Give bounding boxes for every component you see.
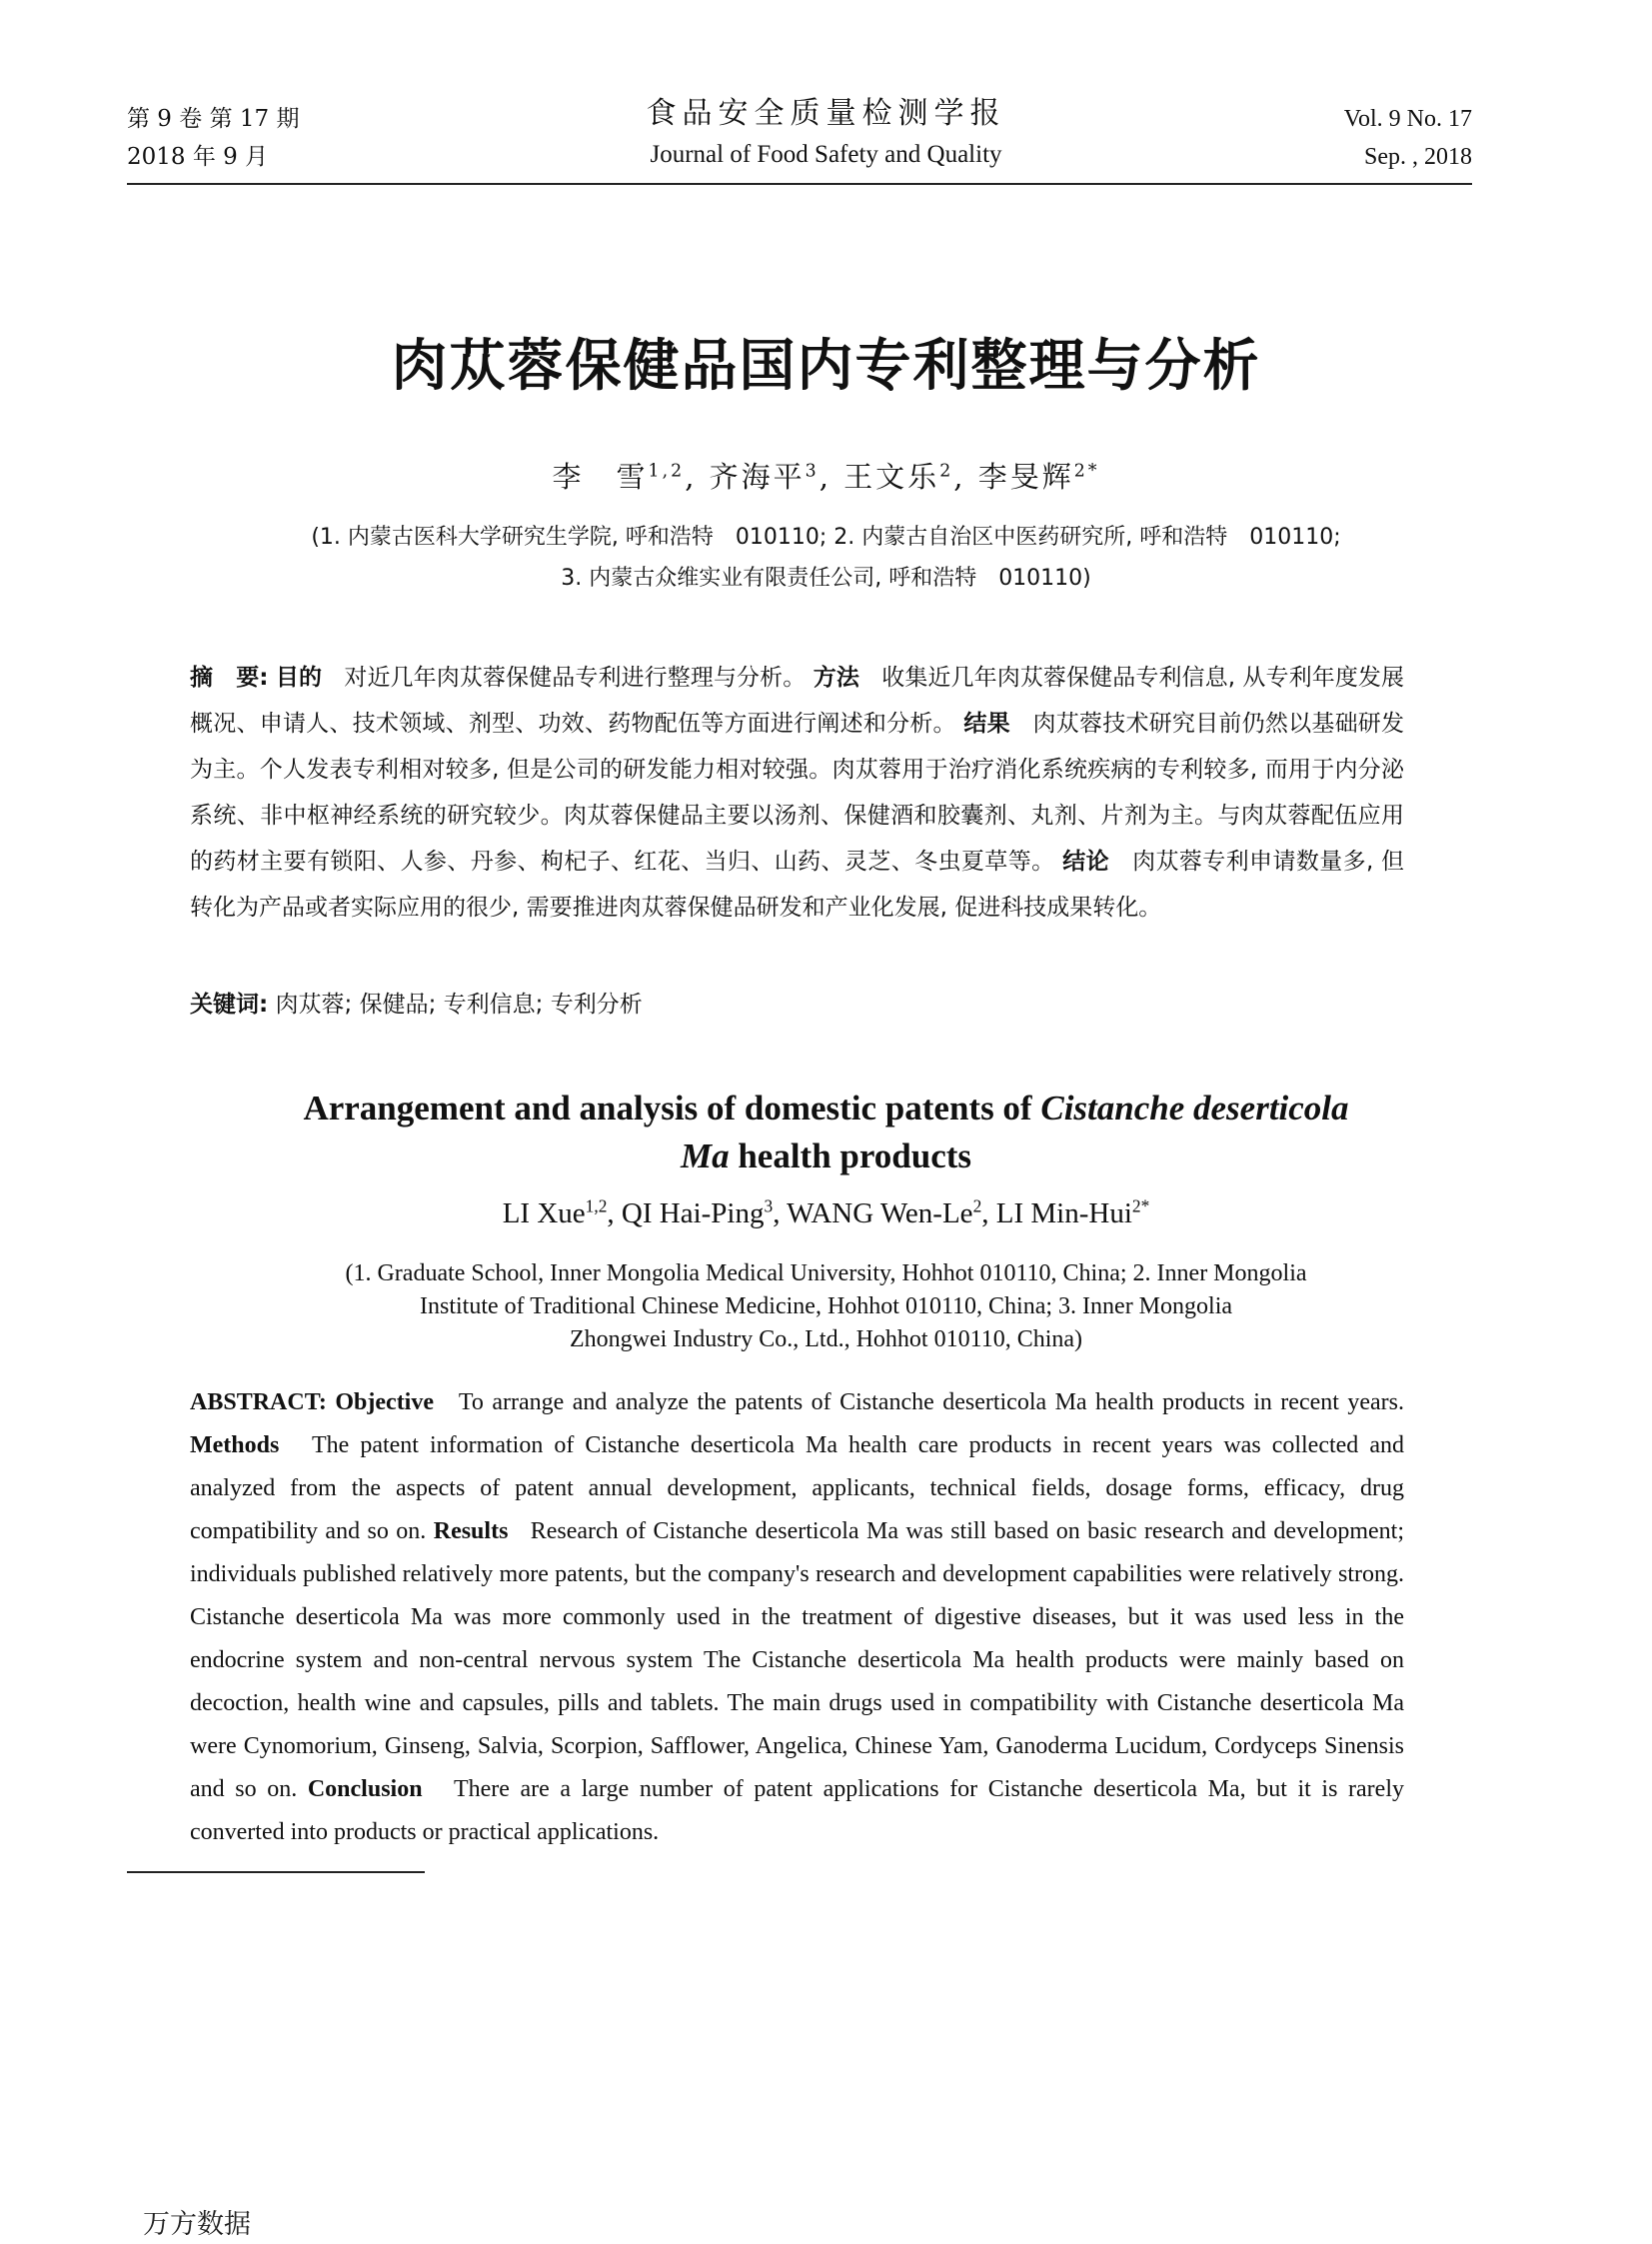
results-text: 肉苁蓉技术研究目前仍然以基础研发为主。个人发表专利相对较多, 但是公司的研发能力相对较强。肉苁蓉用于治疗消化系统疾病的专利较多, 而用于内分泌系统、非中枢神经系统的研究较少。肉苁蓉保健品主要以汤剂、保健酒和胶囊剂、丸剂、片剂为主。与肉苁蓉配伍应用的药材主要有锁阳、人参、丹参、枸杞子、红花、当归、山药、灵芝、冬虫夏草等。 [190, 711, 1405, 875]
conclusion-label: 结论 [1062, 849, 1109, 875]
author-cn: 王文乐$^2$ [843, 460, 954, 494]
methods-text-en: The patent information of Cistanche deserticola Ma health care products in recent years was collected and analyzed from the aspects of patent annual development, applicants, technical fields, dosage forms, efficacy, drug compatibility and so on. [190, 1432, 1404, 1544]
objective-label: 目的 [275, 665, 323, 691]
abstract-label-en: ABSTRACT: [190, 1389, 327, 1415]
keywords-cn [190, 985, 643, 1025]
authors-cn: 李 雪$^{1,2}$, 齐海平$^3$, 王文乐$^2$, 李旻辉$^{2*}$ [552, 460, 1100, 494]
paper-title-en: Arrangement and analysis of domestic patents of Cistanche deserticola Ma health products [303, 1089, 1349, 1175]
objective-text-en: To arrange and analyze the patents of Cistanche deserticola Ma health products in recent years. [458, 1389, 1404, 1415]
author-en: LI Xue$^{1,2}$ [502, 1195, 608, 1229]
conclusion-text-en: There are a large number of patent applications for Cistanche deserticola Ma, but it is rarely converted into products or practical applications. [190, 1776, 1404, 1845]
objective-label-en: Objective [335, 1389, 434, 1415]
abstract-cn [190, 655, 1404, 931]
footnote-divider [127, 1871, 425, 1873]
methods-label: 方法 [813, 665, 859, 691]
methods-text: 收集近几年肉苁蓉保健品专利信息, 从专利年度发展概况、申请人、技术领域、剂型、功效、药物配伍等方面进行阐述和分析。 [190, 665, 1405, 737]
date-cn: 2018 年 9 月 [127, 144, 269, 170]
results-text-en: Research of Cistanche deserticola Ma was still based on basic research and development; individuals published relatively more patents, but the company's research and development capabilities were relatively strong. Cistanche deserticola Ma was more commonly used in the treatment of digestive diseases, but it was used less in the endocrine system and non-central nervous system The Cistanche deserticola Ma health products were mainly based on decoction, health wine and capsules, pills and tablets. The main drugs used in compatibility with Cistanche deserticola Ma were Cynomorium, Ginseng, Salvia, Scorpion, Safflower, Angelica, Chinese Yam, Ganoderma Lucidum, Cordyceps Sinensis and so on. [190, 1518, 1404, 1802]
author-en: QI Hai-Ping$^3$ [621, 1195, 774, 1229]
author-cn: 李旻辉$^{2*}$ [977, 460, 1100, 494]
author-en: LI Min-Hui$^{2*}$ [995, 1195, 1150, 1229]
affiliation-line: 3. 内蒙古众维实业有限责任公司, 呼和浩特 010110) [561, 566, 1091, 591]
affiliation-line: Institute of Traditional Chinese Medicine, Hohhot 010110, China; 3. Inner Mongolia [419, 1293, 1233, 1319]
watermark-text: 万方数据 [143, 2209, 251, 2240]
affiliation-line: (1. 内蒙古医科大学研究生学院, 呼和浩特 010110; 2. 内蒙古自治区中医药研究所, 呼和浩特 010110; [311, 525, 1341, 550]
conclusion-text: 肉苁蓉专利申请数量多, 但转化为产品或者实际应用的很少, 需要推进肉苁蓉保健品研发和产业化发展, 促进科技成果转化。 [190, 849, 1405, 921]
affiliations-cn [0, 517, 1652, 599]
keywords-text: 肉苁蓉; 保健品; 专利信息; 专利分析 [275, 992, 643, 1018]
paper-title-cn: 肉苁蓉保健品国内专利整理与分析 [391, 334, 1261, 399]
results-label-en: Results [433, 1518, 509, 1544]
journal-name-en: Journal of Food Safety and Quality [650, 141, 1002, 168]
conclusion-label-en: Conclusion [307, 1776, 423, 1802]
author-cn: 齐海平$^3$ [709, 460, 820, 494]
author-en: WANG Wen-Le$^2$ [787, 1195, 982, 1229]
volume-issue-cn: 第 9 卷 第 17 期 [127, 106, 300, 132]
abstract-label: 摘 要: [190, 665, 269, 691]
objective-text: 对近几年肉苁蓉保健品专利进行整理与分析。 [344, 665, 807, 691]
keywords-label: 关键词: [190, 992, 269, 1018]
methods-label-en: Methods [190, 1432, 280, 1458]
authors-en: LI Xue$^{1,2}$, QI Hai-Ping$^3$, WANG Wen-Le$^2$, LI Min-Hui$^{2*}$ [502, 1195, 1150, 1229]
header-divider [127, 183, 1472, 185]
abstract-en [190, 1381, 1404, 1854]
results-label: 结果 [963, 711, 1010, 737]
header-right [1344, 100, 1472, 176]
date-en: Sep. , 2018 [1364, 144, 1472, 170]
volume-issue-en: Vol. 9 No. 17 [1343, 106, 1472, 132]
affiliation-line: (1. Graduate School, Inner Mongolia Medical University, Hohhot 010110, China; 2. Inner Mongolia [345, 1260, 1307, 1286]
journal-name-cn: 食品安全质量检测学报 [646, 96, 1006, 131]
affiliation-line: Zhongwei Industry Co., Ltd., Hohhot 010110, China) [569, 1326, 1083, 1352]
affiliations-en [0, 1257, 1652, 1356]
author-cn: 李 雪$^{1,2}$ [552, 460, 686, 494]
